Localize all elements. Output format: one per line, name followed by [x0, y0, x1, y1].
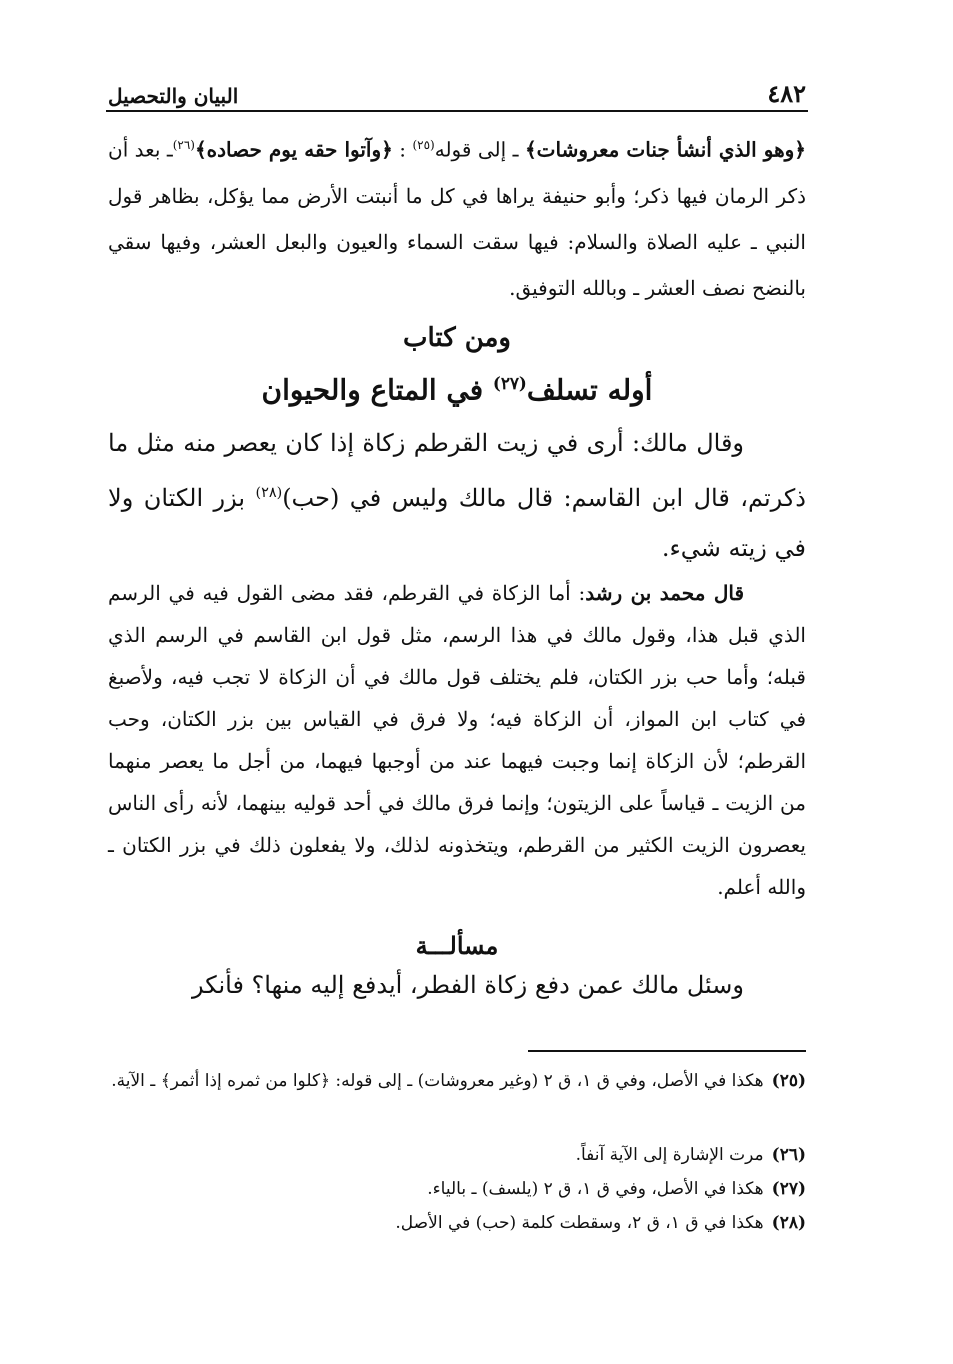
footnote-ref-28[interactable]: (٢٨) [255, 485, 283, 501]
footnote-number: (٢٥) [771, 1071, 806, 1091]
footnote-text: مرت الإشارة إلى الآية آنفاً. [575, 1145, 764, 1165]
chapter-heading-part-b: في المتاع والحيوان [261, 373, 493, 407]
header-rule [106, 110, 808, 112]
page-number: ٤٨٢ [767, 79, 806, 108]
quran-quote-2: ﴿وآتوا حقه يوم حصاده﴾ [194, 137, 393, 162]
intro-text-3: ـ بعد أن ذكر الرمان فيها ذكر؛ وأبو حنيفة يراها في كل ما أنبتت الأرض مما يؤكل، بظاهر قول النبي ـ عليه الصلاة والسلام: فيها سقت السماء والعيون والبعل العشر، وفيها سقي بالنضح نصف العشر ـ وبالله التوفيق. [108, 137, 806, 300]
section-heading: مسألـــة [415, 931, 499, 960]
question-1-text-a: وقال مالك: أرى في زيت القرطم زكاة إذا كان يعصر منه مثل ما ذكرتم، قال ابن القاسم: قال مالك وليس في (حب) [108, 429, 806, 512]
chapter-heading-line-1: ومن كتاب [403, 323, 511, 353]
question-1-text-b: بزر الكتان ولا في زيته شيء. [108, 484, 806, 562]
answer-paragraph-1 [108, 572, 806, 908]
footnote-ref-26[interactable]: (٢٦) [172, 138, 195, 152]
running-title: البيان والتحصيل [108, 84, 239, 108]
footnote-27 [108, 1172, 806, 1206]
footnote-number: (٢٨) [771, 1213, 806, 1233]
footnote-text: هكذا في الأصل، وفي ق ١، ق ٢ (وغير معروشات) ـ إلى قوله: ﴿كلوا من ثمره إذا أثمر﴾ ـ الآية. [111, 1071, 764, 1091]
answer-lead: قال محمد بن رشد [585, 581, 745, 605]
footnote-ref-25[interactable]: (٢٥) [412, 138, 435, 152]
footnote-rule [528, 1050, 806, 1052]
quran-quote-1: ﴿وهو الذي أنشأ جنات معروشات﴾ [524, 137, 806, 162]
footnote-28 [108, 1206, 806, 1240]
chapter-heading-line-2 [108, 360, 806, 413]
page-header [108, 72, 806, 108]
question-paragraph-1 [108, 418, 806, 573]
footnote-text: هكذا في ق ١، ق ٢، وسقطت كلمة (حب) في الأصل. [395, 1213, 764, 1233]
footnote-number: (٢٦) [771, 1145, 806, 1165]
chapter-heading-part-a: أوله تسلف [526, 373, 653, 407]
intro-text-1: ـ إلى قوله [434, 137, 525, 162]
footnote-26 [108, 1138, 806, 1172]
question-paragraph-2: وسئل مالك عمن دفع زكاة الفطر، أيدفع إليه منها؟ فأنكر [191, 971, 744, 999]
footnote-ref-27[interactable]: (٢٧) [492, 373, 527, 393]
answer-1-text: : أما الزكاة في القرطم، فقد مضى القول فيه في الرسم الذي قبل هذا، وقول مالك في هذا الرسم، مثل قول ابن القاسم في الرسم الذي قبله؛ وأما حب بزر الكتان، فلم يختلف قول مالك في أن الزكاة لا تجب فيه، ولأصبغ في كتاب ابن المواز، أن الزكاة فيه؛ ولا فرق في القياس بين بزر الكتان، وحب القرطم؛ لأن الزكاة إنما وجبت فيهما عند من أوجبها فيهما، من أجل ما يعصر منهما من الزيت ـ قياساً على الزيتون؛ وإنما فرق مالك في أحد قوليه بينهما، لأنه رأى الناس يعصرون الزيت الكثير من القرطم، ويتخذونه لذلك، ولا يفعلون ذلك في بزر الكتان ـ والله أعلم. [108, 581, 806, 899]
footnote-25 [108, 1064, 806, 1098]
footnote-number: (٢٧) [771, 1179, 806, 1199]
intro-text-2: : [392, 137, 413, 162]
intro-paragraph [108, 122, 806, 311]
footnote-text: هكذا في الأصل، وفي ق ١، ق ٢ (يلسف) ـ بالياء. [427, 1179, 764, 1199]
